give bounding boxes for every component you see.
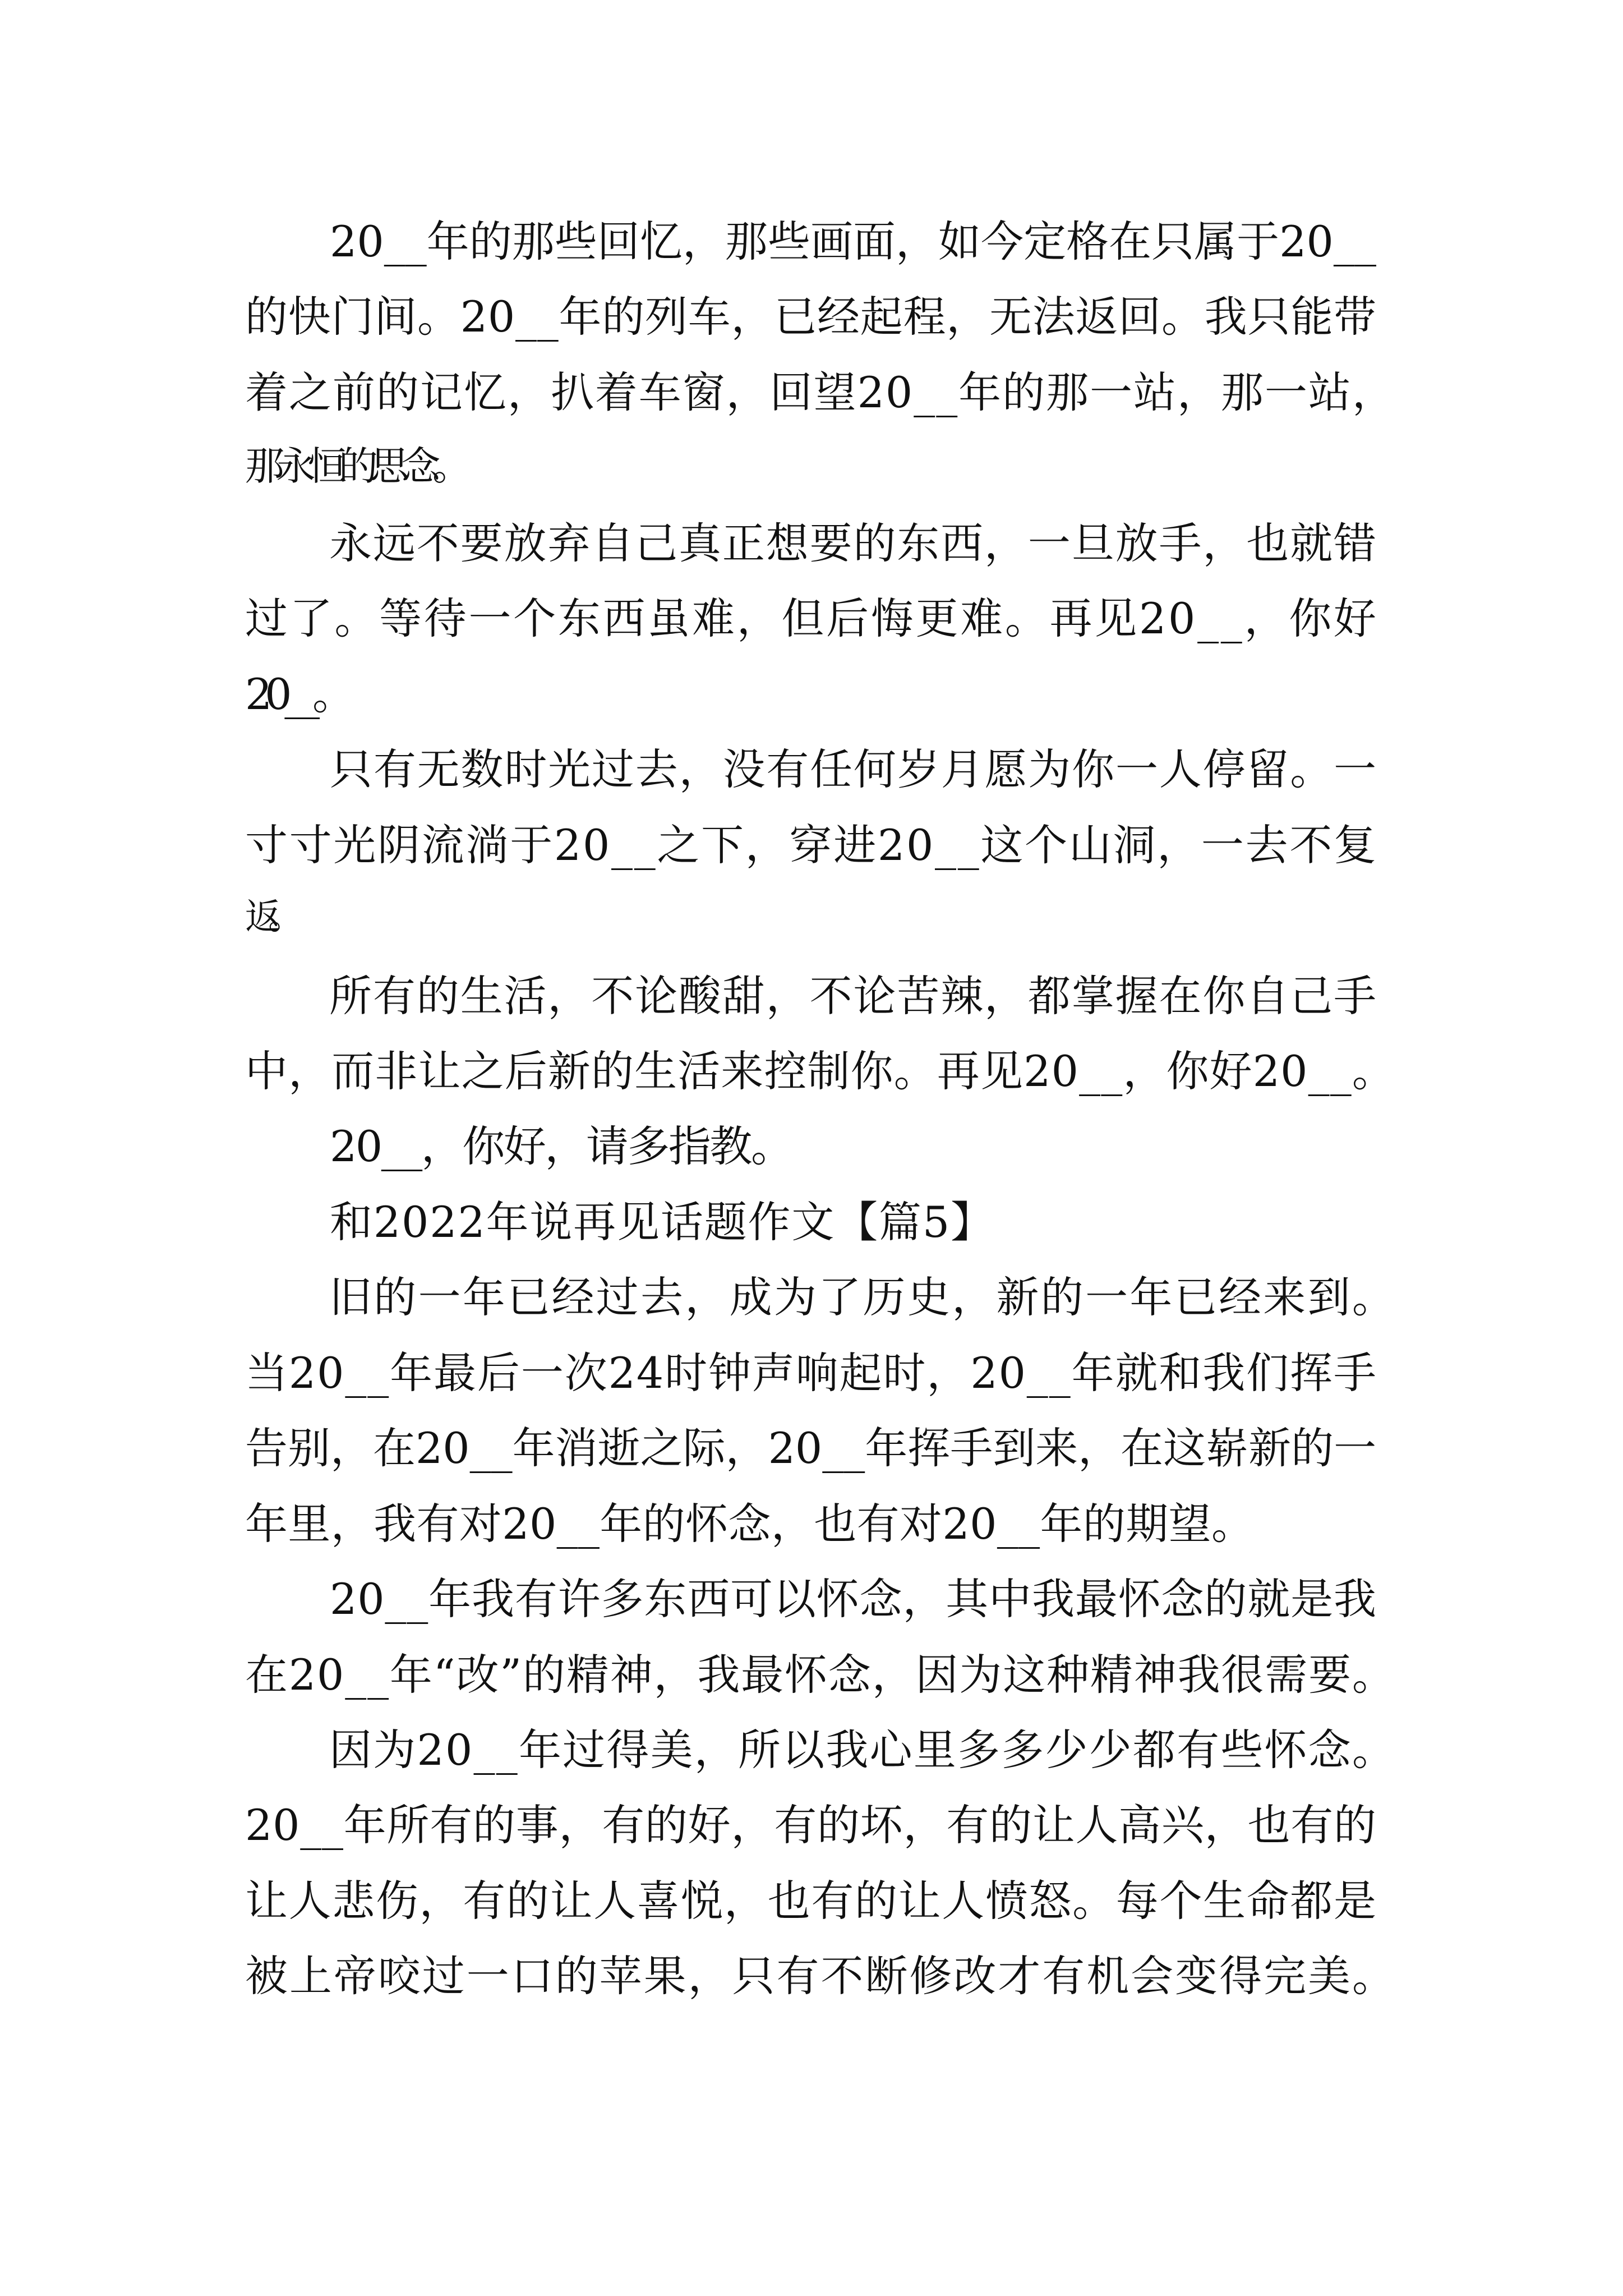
text-line-10: 返。 <box>245 896 291 938</box>
text-line-5: 永远不要放弃自己真正想要的东西，一旦放手，也就错 <box>329 518 1377 568</box>
text-line-11: 所有的生活，不论酸甜，不论苦辣，都掌握在你自己手 <box>329 971 1377 1021</box>
text-line-1: 20__年的那些回忆，那些画面，如今定格在只属于20__ <box>330 217 1376 266</box>
text-line-12: 中，而非让之后新的生活来控制你。再见20__，你好20__。 <box>245 1046 1396 1096</box>
text-line-19: 20__年我有许多东西可以怀念，其中我最怀念的就是我 <box>330 1574 1377 1624</box>
section-heading: 和2022年说再见话题作文【篇5】 <box>330 1197 994 1247</box>
text-line-13: 20__，你好，请多指教。 <box>330 1121 792 1171</box>
text-line-7: 20__。 <box>245 669 348 719</box>
text-line-22: 20__年所有的事，有的好，有的坏，有的让人高兴，也有的 <box>245 1800 1377 1850</box>
text-line-24: 被上帝咬过一口的苹果，只有不断修改才有机会变得完美。 <box>245 1951 1396 2001</box>
text-line-18: 年里，我有对20__年的怀念，也有对20__年的期望。 <box>245 1499 1255 1549</box>
text-line-17: 告别，在20__年消逝之际，20__年挥手到来，在这崭新的一 <box>245 1423 1377 1473</box>
text-line-4: 那永恒的思念。 <box>245 443 464 489</box>
text-line-3: 着之前的记忆，扒着车窗，回望20__年的那一站，那一站， <box>245 367 1396 417</box>
text-line-20: 在20__年“改”的精神，我最怀念，因为这种精神我很需要。 <box>245 1650 1396 1700</box>
text-line-2: 的快门间。20__年的列车，已经起程，无法返回。我只能带 <box>245 292 1377 342</box>
text-line-23: 让人悲伤，有的让人喜悦，也有的让人愤怒。每个生命都是 <box>245 1876 1377 1926</box>
text-line-6: 过了。等待一个东西虽难，但后悔更难。再见20__，你好 <box>245 593 1378 643</box>
text-line-9: 寸寸光阴流淌于20__之下，穿进20__这个山洞，一去不复 <box>245 820 1378 870</box>
text-line-8: 只有无数时光过去，没有任何岁月愿为你一人停留。一 <box>330 744 1377 794</box>
text-line-16: 当20__年最后一次24时钟声响起时，20__年就和我们挥手 <box>245 1348 1377 1398</box>
text-line-15: 旧的一年已经过去，成为了历史，新的一年已经来到。 <box>329 1272 1397 1322</box>
text-line-21: 因为20__年过得美，所以我心里多多少少都有些怀念。 <box>329 1725 1396 1775</box>
